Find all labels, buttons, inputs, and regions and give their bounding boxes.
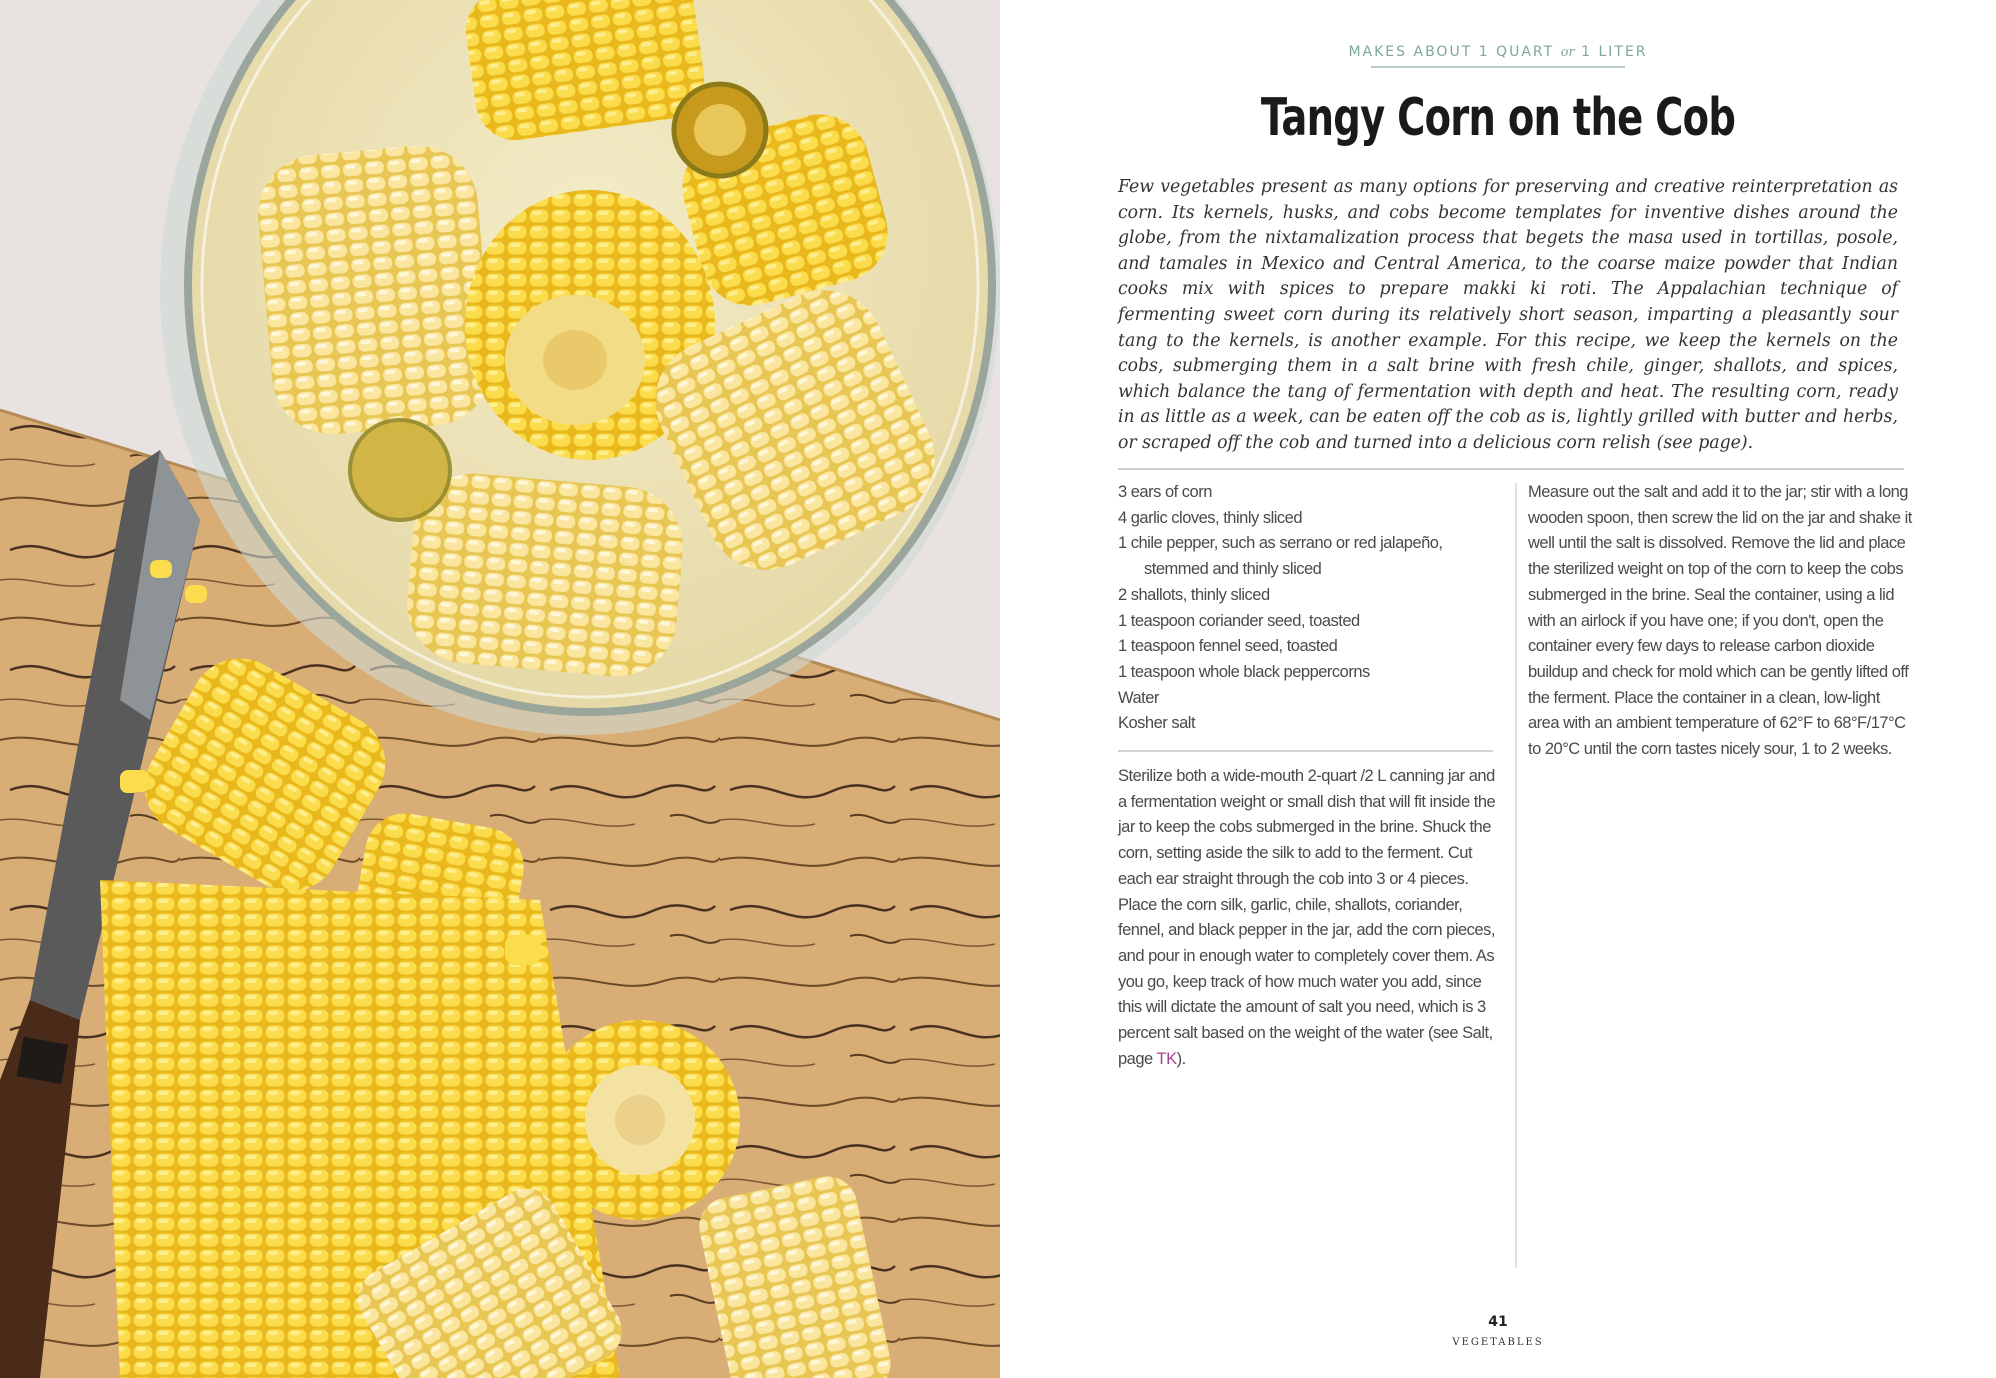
recipe-title: Tangy Corn on the Cob	[1260, 88, 1736, 148]
ingredient-item: 1 teaspoon fennel seed, toasted	[1118, 637, 1338, 656]
yield-or: or	[1560, 45, 1575, 60]
ingredient-item: 3 ears of corn	[1118, 483, 1212, 501]
recipe-intro: Few vegetables present as many options for preserving and creative reinterpretation as corn. Its kernels, husks, and cobs become templates for inventive dishes around the globe, from the nixtamalization process that begets the masa used in tortillas, posole, and tamales in Mexico and Central America, to the coarse maize powder that Indian cooks mix with spices to prepare makki ki roti. The Appalachian technique of fermenting sweet corn during its relatively short season, imparting a pleasantly sour tang to the kernels, is another example. For this recipe, we keep the kernels on the cobs, submerging them in a salt brine with fresh chile, ginger, shallots, and spices, which balance the tang of fermentation with depth and heat. The resulting corn, ready in as little as a week, can be eaten off the cob as is, lightly grilled with butter and herbs, or scraped off the cob and turned into a delicious corn relish (see page).	[1118, 177, 1898, 453]
page-reference-link[interactable]: TK	[1156, 1049, 1177, 1068]
ingredient-item: Kosher salt	[1118, 714, 1196, 733]
yield-liter: 1 LITER	[1581, 44, 1648, 60]
recipe-yield	[1000, 44, 1996, 60]
ingredient-item: 1 chile pepper, such as serrano or red jalapeño, stemmed and thinly sliced	[1118, 534, 1443, 579]
ingredient-item: 1 teaspoon whole black peppercorns	[1118, 662, 1370, 681]
column-divider	[1515, 483, 1517, 1268]
method-paragraph-2: Measure out the salt and add it to the jar; stir with a long wooden spoon, then screw the lid on the jar and shake it well until the salt is dissolved. Remove the lid and place the sterilized weight on top of the corn to keep the cobs submerged in the brine. Seal the container, using a lid with an airlock if you have one; if you don't, open the container every few days to release carbon dioxide buildup and check for mold which can be gently lifted off the ferment. Place the container in a clean, low-light area with an ambient temperature of 62°F to 68°F/17°C to 20°C until the corn tastes nicely sour, 1 to 2 weeks.	[1528, 483, 1912, 759]
ingredient-item: Water	[1118, 688, 1159, 707]
ingredients-divider	[1118, 750, 1493, 752]
ingredient-item: 2 shallots, thinly sliced	[1118, 585, 1270, 604]
section-name: VEGETABLES	[1452, 1337, 1544, 1348]
recipe-page	[1000, 0, 1996, 1378]
ingredient-item: 4 garlic cloves, thinly sliced	[1118, 508, 1302, 527]
intro-divider	[1118, 468, 1904, 470]
method-paragraph-1	[1118, 764, 1496, 1072]
page-number: 41	[1488, 1314, 1508, 1330]
method-text-1: Sterilize both a wide-mouth 2-quart /2 L canning jar and a fermentation weight or small dish that will fit inside the jar to keep the cobs submerged in the brine. Shuck the corn, setting aside the silk to add to the ferment. Cut each ear straight through the cob into 3 or 4 pieces. Place the corn silk, garlic, chile, shallots, coriander, fennel, and black pepper in the jar, add the corn pieces, and pour in enough water to completely cover them. As you go, keep track of how much water you add, since this will dictate the amount of salt you need, which is 3 percent salt based on the weight of the water (see Salt, page	[1118, 767, 1496, 1068]
ingredient-item: 1 teaspoon coriander seed, toasted	[1118, 611, 1360, 630]
ingredients-list	[1118, 480, 1498, 737]
yield-quart: MAKES ABOUT 1 QUART	[1348, 44, 1555, 60]
method-text-1-end: ).	[1176, 1049, 1186, 1068]
yield-underline	[1371, 66, 1625, 68]
